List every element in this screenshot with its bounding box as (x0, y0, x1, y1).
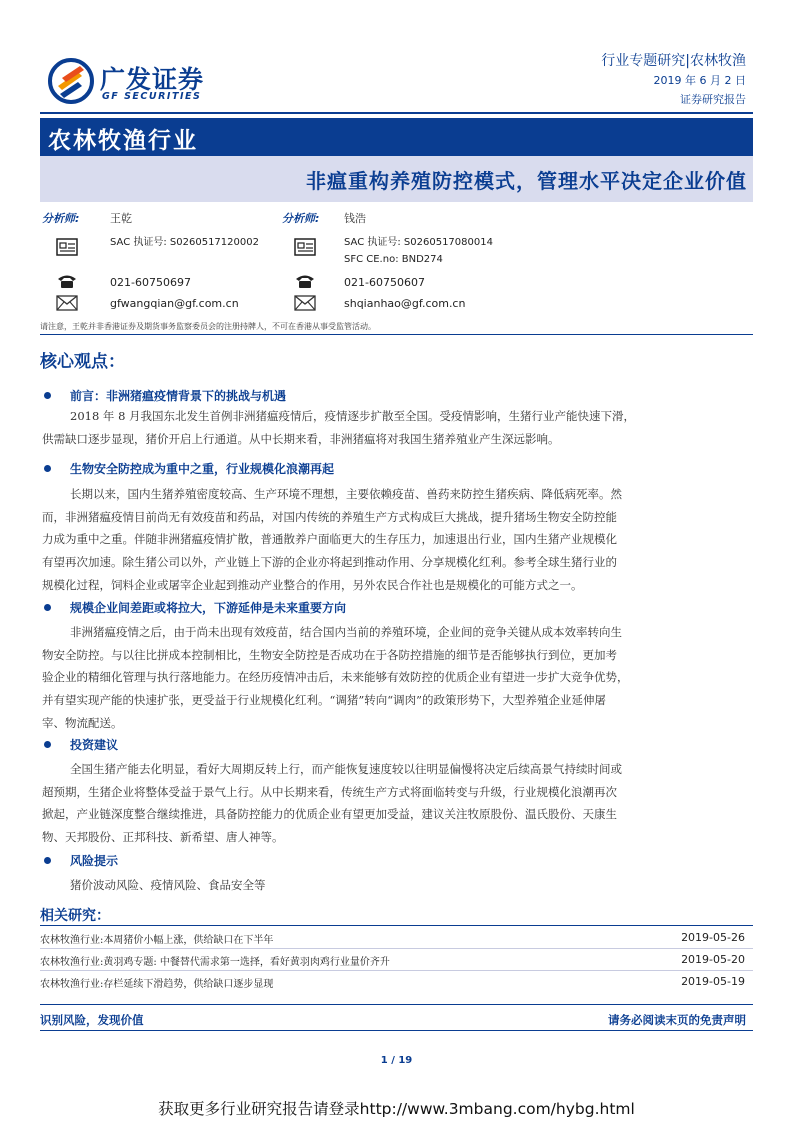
phone-icon (294, 272, 316, 290)
section-divider (40, 334, 753, 335)
related-date: 2019-05-20 (681, 953, 745, 966)
paragraph-line: 全国生猪产能去化明显，看好大周期反转上行，而产能恢复速度较以往明显偏慢将决定后续高景气持续时间或 (70, 762, 622, 776)
report-title: 非瘟重构养殖防控模式，管理水平决定企业价值 (306, 169, 747, 193)
related-date: 2019-05-19 (681, 975, 745, 988)
bullet-heading (40, 460, 750, 476)
row-divider (40, 970, 753, 971)
analyst-sac: SAC 执证号: S0260517120002 (110, 237, 259, 248)
report-date: 2019 年 6 月 2 日 (653, 74, 746, 87)
phone-icon (56, 272, 78, 290)
paragraph-line: 宰、物流配送。 (42, 715, 123, 730)
bullet-heading (40, 387, 750, 403)
related-title[interactable]: 农林牧渔行业:存栏延续下滑趋势，供给缺口逐步显现 (40, 979, 274, 990)
id-card-icon (294, 238, 316, 256)
analyst-phone: 021-60750607 (344, 276, 425, 289)
paragraph (42, 405, 746, 450)
paragraph-line: 验企业的精细化管理与执行落地能力。在经历疫情冲击后，未来能够有效防控的优质企业有望进一步扩大竞争优势， (42, 670, 629, 685)
analyst-label: 分析师: (282, 212, 320, 225)
bullet-title: 投资建议 (70, 738, 119, 752)
related-title[interactable]: 农林牧渔行业:本周猪价小幅上涨，供给缺口在下半年 (40, 935, 274, 946)
paragraph (42, 621, 746, 735)
report-type: 证券研究报告 (680, 93, 746, 106)
footer-divider (40, 1004, 753, 1005)
analyst-name: 王乾 (110, 212, 132, 225)
bullet-title: 风险提示 (70, 854, 119, 868)
footer-divider (40, 1030, 753, 1031)
related-heading: 相关研究： (40, 908, 110, 924)
footer-slogan: 识别风险，发现价值 (40, 1013, 144, 1027)
paragraph-line: 供需缺口逐步显现，猪价开启上行通道。从中长期来看，非洲猪瘟将对我国生猪养殖业产生深远影响。 (42, 431, 560, 446)
paragraph-line: 并有望实现产能的快速扩张，更受益于行业规模化红利。“调猪”转向“调肉”的政策形势下，大型养殖企业延伸屠 (42, 693, 607, 708)
promo-link[interactable]: 获取更多行业研究报告请登录http://www.3mbang.com/hybg.html (158, 1100, 635, 1118)
header-divider (40, 112, 753, 114)
bullet-heading (40, 599, 750, 615)
core-heading: 核心观点： (40, 352, 125, 372)
bullet-dot-icon (44, 857, 51, 864)
bullet-title: 生物安全防控成为重中之重，行业规模化浪潮再起 (70, 462, 335, 476)
bullet-dot-icon (44, 604, 51, 611)
id-card-icon (56, 238, 78, 256)
paragraph-line: 力成为重中之重。伴随非洲猪瘟疫情扩散，普通散养户面临更大的生存压力，加速退出行业，国内生猪产业规模化 (42, 532, 617, 547)
analyst-email[interactable]: gfwangqian@gf.com.cn (110, 297, 239, 310)
bullet-heading (40, 852, 750, 868)
paragraph-line: 超预期，生猪企业将整体受益于景气上行。从中长期来看，传统生产方式将面临转变与升级，行业规模化浪潮再次 (42, 784, 617, 799)
bullet-dot-icon (44, 741, 51, 748)
analyst-phone: 021-60750697 (110, 276, 191, 289)
bullet-title: 前言：非洲猪瘟疫情背景下的挑战与机遇 (70, 389, 287, 403)
title-banner (40, 156, 753, 202)
paragraph-line: 掀起，产业链深度整合继续推进，具备防控能力的优质企业有望更加受益，建议关注牧原股份、温氏股份、天康生 (42, 807, 617, 822)
email-icon (56, 294, 78, 312)
industry-title: 农林牧渔行业 (48, 127, 198, 154)
paragraph (42, 758, 746, 849)
related-title[interactable]: 农林牧渔行业:黄羽鸡专题: 中餐替代需求第一选择，看好黄羽肉鸡行业量价齐升 (40, 957, 390, 968)
logo-text-en: GF SECURITIES (102, 91, 202, 102)
bullet-title: 规模企业间差距或将拉大，下游延伸是未来重要方向 (70, 601, 347, 615)
paragraph-line: 非洲猪瘟疫情之后，由于尚未出现有效疫苗，结合国内当前的养殖环境，企业间的竞争关键从成本效率转向生 (70, 625, 622, 639)
related-item[interactable] (40, 975, 745, 993)
paragraph-line: 长期以来，国内生猪养殖密度较高、生产环境不理想，主要依赖疫苗、兽药来防控生猪疾病、降低病死率。然 (70, 487, 622, 501)
analyst-email[interactable]: shqianhao@gf.com.cn (344, 297, 466, 310)
paragraph-line: 有望再次加速。除生猪公司以外，产业链上下游的企业亦将起到推动作用、分享规模化红利。参考全球生猪行业的 (42, 555, 617, 570)
analyst-label: 分析师: (42, 212, 80, 225)
paragraph-line: 规模化过程，饲料企业或屠宰企业起到推动产业整合的作用，另外农民合作社也是规模化的可能方式之一。 (42, 577, 583, 592)
bullet-heading (40, 736, 750, 752)
paragraph-line: 2018 年 8 月我国东北发生首例非洲猪瘟疫情后，疫情逐步扩散至全国。受疫情影响，生猪行业产能快速下滑， (70, 409, 636, 423)
related-item[interactable] (40, 953, 745, 971)
page-number: 1 / 19 (380, 1055, 413, 1066)
paragraph-line: 物安全防控。与以往比拼成本控制相比，生物安全防控是否成功在于各防控措施的细节是否能够执行到位，更加考 (42, 647, 617, 662)
gf-logo-icon (48, 58, 94, 104)
industry-banner (40, 118, 753, 156)
analyst-sfc: SFC CE.no: BND274 (344, 254, 443, 265)
analyst-name: 钱浩 (344, 212, 366, 225)
disclaimer-note: 请注意，王乾并非香港证券及期货事务监察委员会的注册持牌人，不可在香港从事受监管活动。 (40, 322, 376, 331)
risk-text: 猪价波动风险、疫情风险、食品安全等 (70, 878, 266, 892)
logo-text-cn: 广发证券 (100, 65, 205, 94)
footer-disclaimer-link[interactable]: 请务必阅读末页的免责声明 (608, 1013, 746, 1027)
row-divider (40, 948, 753, 949)
paragraph-line: 而，非洲猪瘟疫情目前尚无有效疫苗和药品，对国内传统的养殖生产方式构成巨大挑战，提升猪场生物安全防控能 (42, 509, 617, 524)
related-item[interactable] (40, 931, 745, 949)
paragraph-line: 物、天邦股份、正邦科技、新希望、唐人神等。 (42, 830, 284, 845)
bullet-dot-icon (44, 392, 51, 399)
paragraph (42, 483, 746, 597)
report-category: 行业专题研究|农林牧渔 (601, 53, 746, 69)
email-icon (294, 294, 316, 312)
bullet-dot-icon (44, 465, 51, 472)
related-date: 2019-05-26 (681, 931, 745, 944)
analyst-sac: SAC 执证号: S0260517080014 (344, 237, 493, 248)
section-divider (40, 925, 753, 926)
